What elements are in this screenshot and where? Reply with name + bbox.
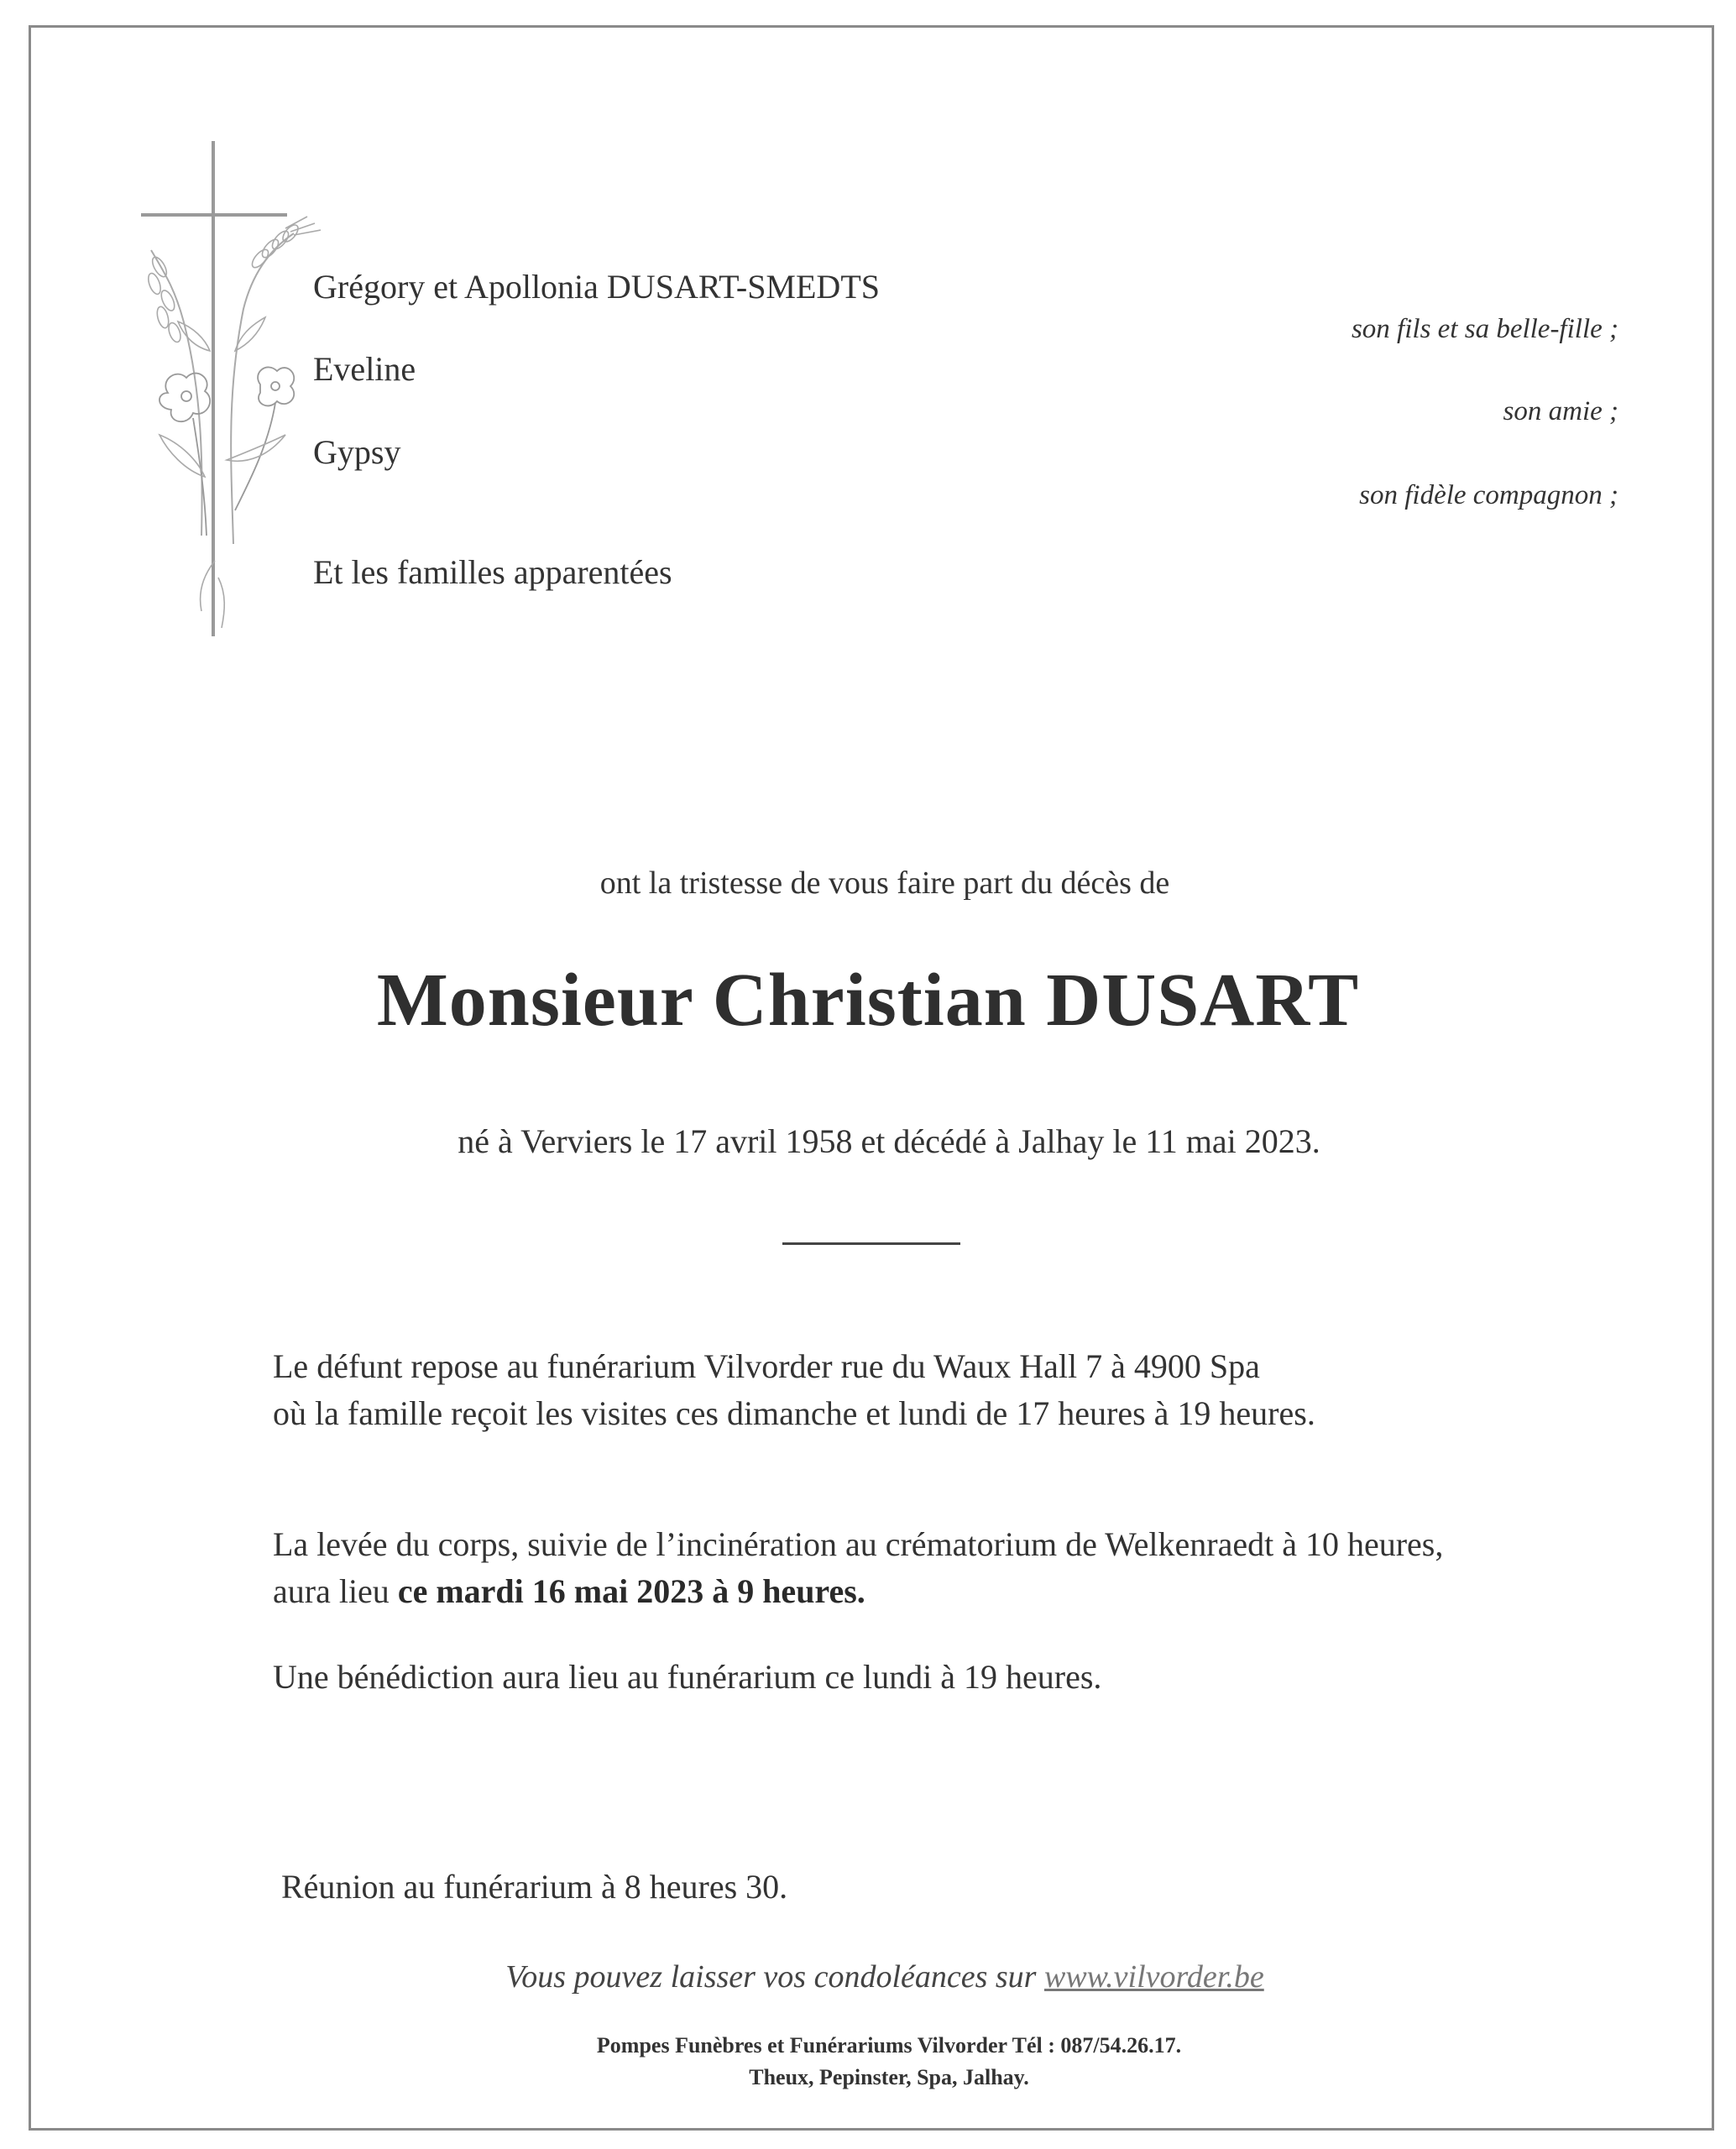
funeral-line-1: La levée du corps, suivie de l’incinération au crématorium de Welkenraedt à 10 heures,: [273, 1525, 1444, 1563]
meeting-text: Réunion au funérarium à 8 heures 30.: [281, 1868, 788, 1906]
announcement-intro: ont la tristesse de vous faire part du décès de: [599, 865, 1170, 901]
footer-line-2: Theux, Pepinster, Spa, Jalhay.: [749, 2065, 1029, 2089]
funeral-text: [273, 1521, 1443, 1615]
blessing-text: Une bénédiction aura lieu au funérarium ce lundi à 19 heures.: [273, 1658, 1102, 1696]
cross-ornament: [134, 141, 327, 636]
family-name-1: Grégory et Apollonia DUSART-SMEDTS: [313, 268, 880, 306]
family-relation-1: son fils et sa belle-fille ;: [1351, 314, 1618, 344]
funeral-line-2: [273, 1568, 1443, 1615]
visitation-text: [273, 1343, 1315, 1437]
funeral-line-2-prefix: aura lieu: [273, 1572, 398, 1610]
footer: [0, 2030, 1736, 2094]
condolences-link[interactable]: www.vilvorder.be: [1043, 1959, 1264, 1995]
footer-line-1: Pompes Funèbres et Funérariums Vilvorder Tél : 087/54.26.17.: [596, 2033, 1182, 2057]
visitation-line-1: Le défunt repose au funérarium Vilvorder rue du Waux Hall 7 à 4900 Spa: [273, 1347, 1260, 1385]
family-name-4: Et les familles apparentées: [313, 553, 672, 591]
family-name-2: Eveline: [313, 350, 416, 388]
condolences-text: Vous pouvez laisser vos condoléances sur: [505, 1959, 1044, 1995]
family-name-3: Gypsy: [313, 433, 401, 471]
birth-death-line: né à Verviers le 17 avril 1958 et décédé à Jalhay le 11 mai 2023.: [458, 1122, 1320, 1160]
cross-icon: [134, 141, 327, 636]
funeral-date-time: ce mardi 16 mai 2023 à 9 heures.: [397, 1572, 865, 1610]
condolences-line: [0, 1958, 1736, 1995]
family-relation-2: son amie ;: [1503, 396, 1618, 426]
divider-line: [782, 1242, 960, 1245]
deceased-name: Monsieur Christian DUSART: [376, 959, 1360, 1042]
visitation-line-2: où la famille reçoit les visites ces dimanche et lundi de 17 heures à 19 heures.: [273, 1394, 1315, 1432]
family-relation-3: son fidèle compagnon ;: [1359, 480, 1618, 510]
